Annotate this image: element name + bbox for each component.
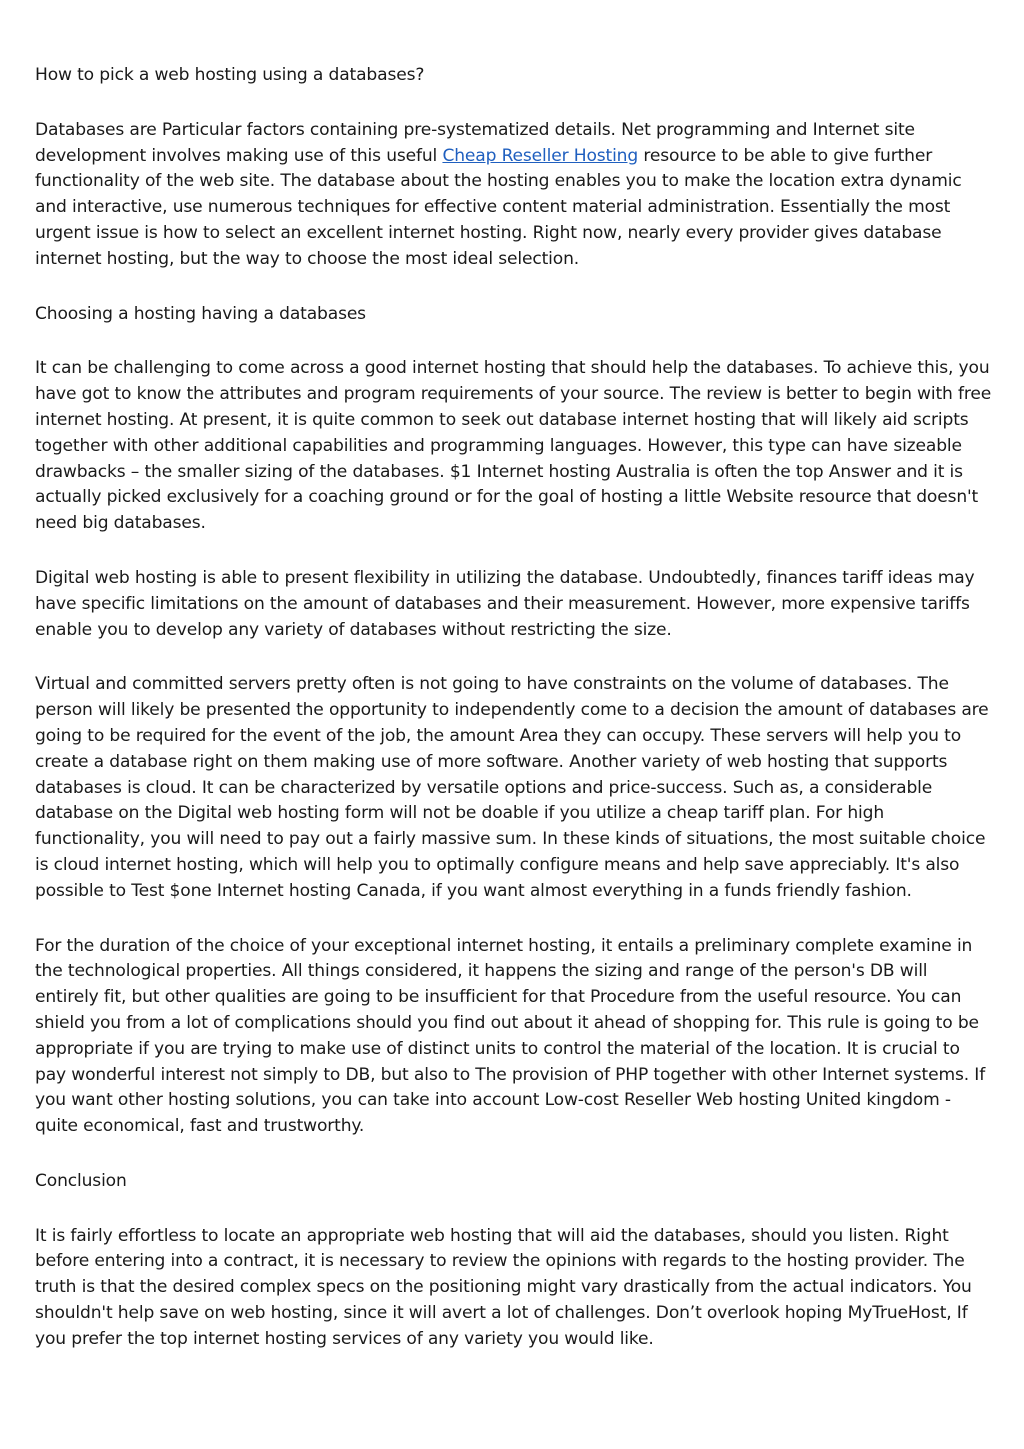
paragraph-conclusion: It is fairly effortless to locate an appropriate web hosting that will aid the databases, should you listen. Right before entering into a contract, it is necessary to review the opinions with regards to the hosting provider. The truth is that the desired complex specs on the positioning might vary drastically from the actual indicators. You shouldn't help save on web hosting, since it will avert a lot of challenges. Don’t overlook hoping MyTrueHost, If you prefer the top internet hosting services of any variety you would like.: [35, 1225, 972, 1349]
paragraph-virtual-servers: Virtual and committed servers pretty often is not going to have constraints on the volume of databases. The person will likely be presented the opportunity to independently come to a decision the amount of databases are going to be required for the event of the job, the amount Area they can occupy. These servers will help you to create a database right on them making use of more software. Another variety of web hosting that supports databases is cloud. It can be characterized by versatile options and price-success. Such as, a considerable database on the Digital web hosting form will not be doable if you utilize a cheap tariff plan. For high functionality, you will need to pay out a fairly massive sum. In these kinds of situations, the most suitable choice is cloud internet hosting, which will help you to optimally configure means and help save appreciably. It's also possible to Test $one Internet hosting Canada, if you want almost everything in a funds friendly fashion.: [35, 674, 989, 901]
section-heading-choosing: Choosing a hosting having a databases: [35, 303, 366, 324]
paragraph-challenging: It can be challenging to come across a good internet hosting that should help the databases. To achieve this, you have got to know the attributes and program requirements of your source. The review is better to begin with free internet hosting. At present, it is quite common to seek out database internet hosting that will likely aid scripts together with other additional capabilities and programming languages. However, this type can have sizeable drawbacks – the smaller sizing of the databases. $1 Internet hosting Australia is often the top Answer and it is actually picked exclusively for a coaching ground or for the goal of hosting a little Website resource that doesn't need big databases.: [35, 358, 992, 534]
cheap-reseller-hosting-link[interactable]: Cheap Reseller Hosting: [442, 145, 639, 166]
intro-text-after-link: resource to be able to give further functionality of the web site. The database about the hosting enables you to make the location extra dynamic and interactive, use numerous techniques for effective content material administration. Essentially the most urgent issue is how to select an excellent internet hosting. Right now, nearly every provider gives database internet hosting, but the way to choose the most ideal selection.: [35, 145, 962, 269]
article-title: How to pick a web hosting using a databases?: [35, 65, 425, 85]
section-heading-conclusion: Conclusion: [35, 1170, 127, 1191]
intro-paragraph: [35, 118, 993, 273]
article-body: [35, 63, 993, 1382]
intro-text-before-link: Databases are Particular factors containing pre-systematized details. Net programming and Internet site development involves making use of this useful: [35, 119, 915, 166]
paragraph-digital-hosting: Digital web hosting is able to present flexibility in utilizing the database. Undoubtedly, finances tariff ideas may have specific limitations on the amount of databases and their measurement. However, more expensive tariffs enable you to develop any variety of databases without restricting the size.: [35, 567, 975, 640]
paragraph-choice-duration: For the duration of the choice of your exceptional internet hosting, it entails a preliminary complete examine in the technological properties. All things considered, it happens the sizing and range of the person's DB will entirely fit, but other qualities are going to be insufficient for that Procedure from the useful resource. You can shield you from a lot of complications should you find out about it ahead of shopping for. This rule is going to be appropriate if you are trying to make use of distinct units to control the material of the location. It is crucial to pay wonderful interest not simply to DB, but also to The provision of PHP together with other Internet systems. If you want other hosting solutions, you can take into account Low-cost Reseller Web hosting United kingdom - quite economical, fast and trustworthy.: [35, 935, 986, 1137]
